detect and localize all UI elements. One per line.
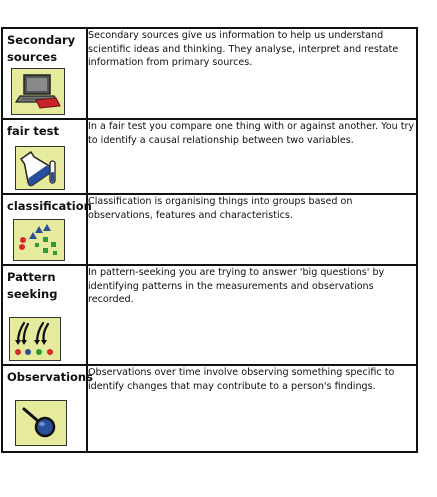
term-cell xyxy=(2,265,87,365)
magnifying-glass-icon xyxy=(15,400,67,446)
definition-cell: In a fair test you compare one thing with or against another. You try to identify a causal relationship between two variables. xyxy=(87,119,417,194)
glossary-row xyxy=(2,194,417,265)
laptop-book-icon xyxy=(11,68,65,115)
glossary-row xyxy=(2,119,417,194)
term-label: classification xyxy=(7,199,92,213)
term-cell xyxy=(2,365,93,452)
term-label: Pattern seeking xyxy=(7,270,58,301)
term-label: Secondary sources xyxy=(7,33,76,64)
definition-cell: Observations over time involve observing something specific to identify changes that may contribute to a person's findings. xyxy=(87,365,417,452)
term-label: Observations xyxy=(7,370,93,384)
glossary-row xyxy=(2,265,417,365)
definition-cell: Classification is organising things into groups based on observations, features and characteristics. xyxy=(87,194,417,265)
definition-cell: Secondary sources give us information to help us understand scientific ideas and thinking. They analyse, interpret and restate information from primary sources. xyxy=(87,28,417,119)
term-cell xyxy=(2,28,87,119)
glossary-row xyxy=(2,365,417,452)
beaker-test-tube-icon xyxy=(15,146,65,190)
science-glossary-table xyxy=(1,27,418,453)
term-cell xyxy=(2,119,87,194)
term-cell xyxy=(2,194,92,265)
definition-cell: In pattern-seeking you are trying to answer 'big questions' by identifying patterns in the measurements and observations recorded. xyxy=(87,265,417,365)
term-label: fair test xyxy=(7,124,60,138)
glossary-row xyxy=(2,28,417,119)
arrows-dots-pattern-icon xyxy=(9,317,61,361)
colored-shapes-sorting-icon xyxy=(13,219,65,261)
